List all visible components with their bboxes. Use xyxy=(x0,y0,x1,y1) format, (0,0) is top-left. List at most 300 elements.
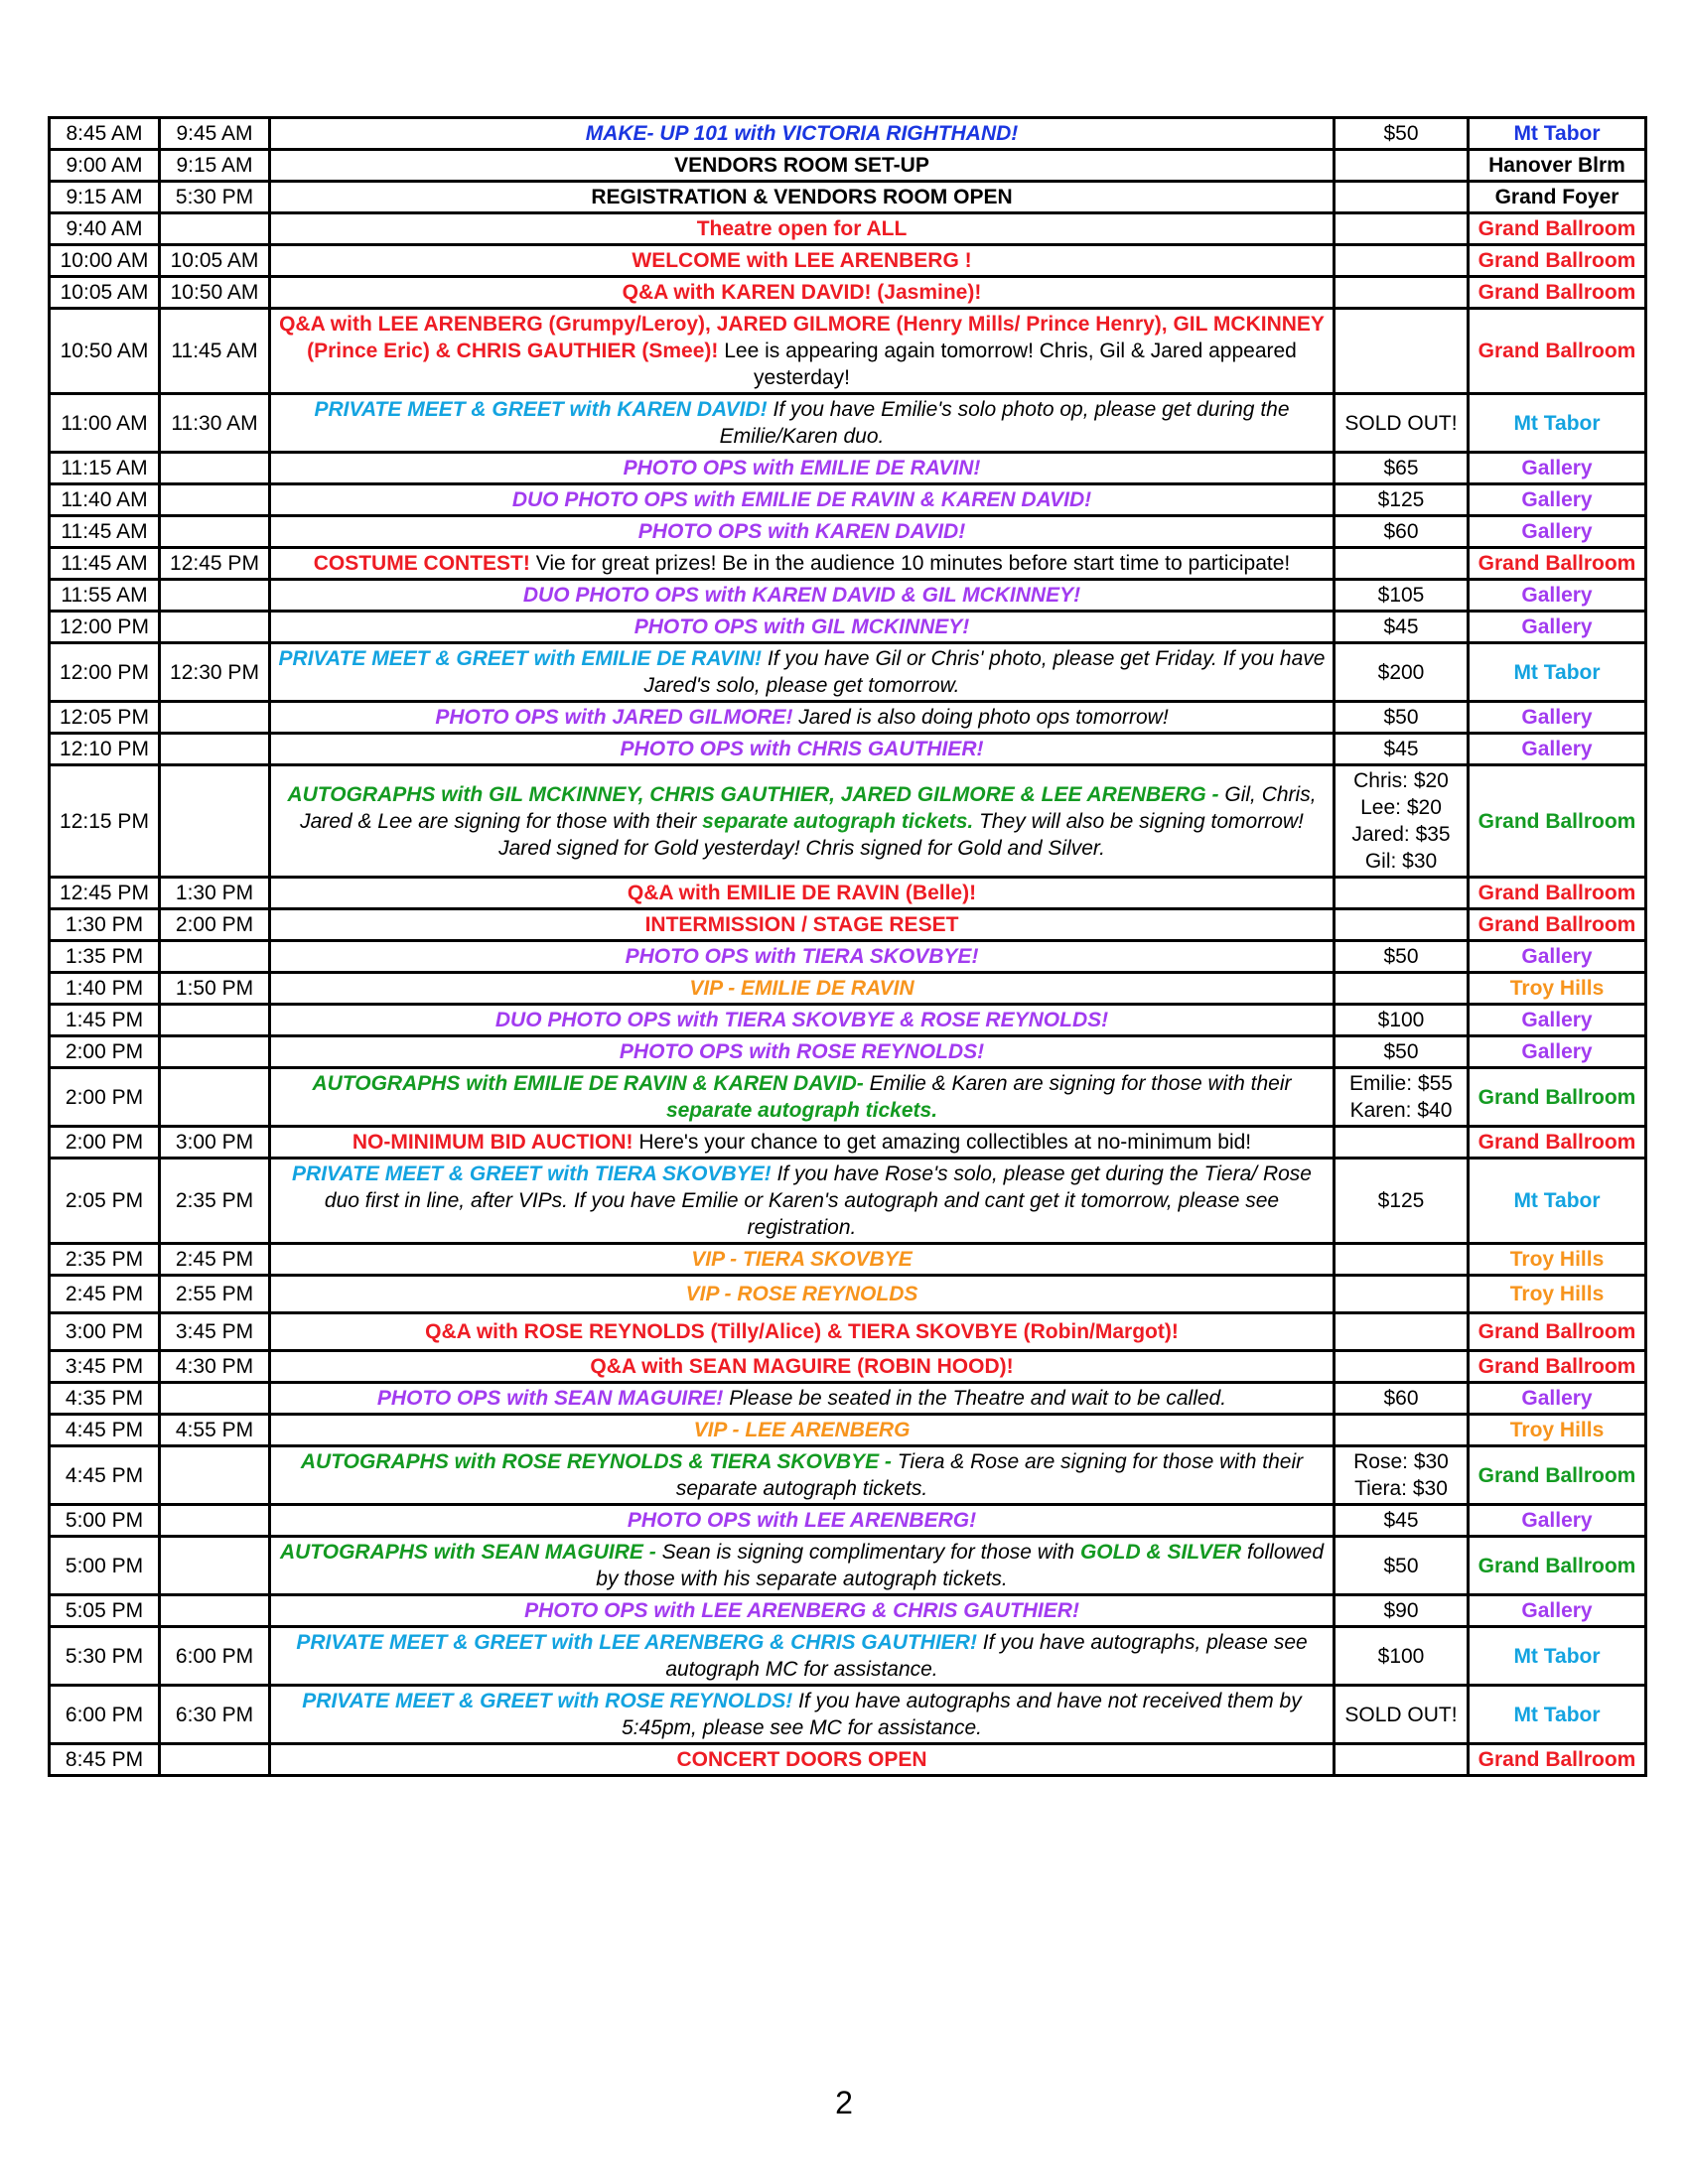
table-row xyxy=(50,1276,1646,1313)
location-cell: Grand Ballroom xyxy=(1469,1313,1646,1351)
table-row xyxy=(50,484,1646,516)
start-time-cell: 11:55 AM xyxy=(50,580,160,612)
price-cell xyxy=(1335,909,1469,941)
price-cell xyxy=(1335,213,1469,245)
end-time-cell xyxy=(160,1383,270,1415)
table-row xyxy=(50,909,1646,941)
price-cell xyxy=(1335,182,1469,213)
location-cell: Grand Ballroom xyxy=(1469,309,1646,394)
event-note: Tiera & Rose are signing for those with their separate autograph tickets. xyxy=(675,1450,1304,1500)
event-title: VIP - TIERA SKOVBYE xyxy=(691,1248,913,1271)
event-description-cell xyxy=(270,118,1335,150)
price-cell: $50 xyxy=(1335,1537,1469,1595)
event-note: GOLD & SILVER xyxy=(1079,1541,1242,1564)
start-time-cell: 2:35 PM xyxy=(50,1244,160,1276)
end-time-cell xyxy=(160,702,270,734)
end-time-cell: 6:00 PM xyxy=(160,1627,270,1686)
event-description-cell xyxy=(270,1244,1335,1276)
end-time-cell: 4:55 PM xyxy=(160,1415,270,1446)
end-time-cell: 4:30 PM xyxy=(160,1351,270,1383)
event-description-cell xyxy=(270,150,1335,182)
location-cell: Gallery xyxy=(1469,1005,1646,1036)
end-time-cell: 1:30 PM xyxy=(160,878,270,909)
event-description-cell xyxy=(270,453,1335,484)
start-time-cell: 2:00 PM xyxy=(50,1036,160,1068)
location-cell: Grand Ballroom xyxy=(1469,213,1646,245)
event-description-cell xyxy=(270,765,1335,878)
event-title: AUTOGRAPHS with GIL MCKINNEY, CHRIS GAUTHIER, JARED GILMORE & LEE ARENBERG - xyxy=(287,782,1219,806)
event-title: Q&A with SEAN MAGUIRE (ROBIN HOOD)! xyxy=(590,1355,1014,1378)
end-time-cell: 2:45 PM xyxy=(160,1244,270,1276)
end-time-cell xyxy=(160,612,270,643)
event-description-cell xyxy=(270,213,1335,245)
table-row xyxy=(50,1446,1646,1505)
table-row xyxy=(50,1005,1646,1036)
price-cell: $45 xyxy=(1335,612,1469,643)
end-time-cell: 3:00 PM xyxy=(160,1127,270,1159)
event-title: MAKE- UP 101 with VICTORIA RIGHTHAND! xyxy=(585,122,1019,145)
event-title: PHOTO OPS with JARED GILMORE! xyxy=(435,706,793,729)
event-note: Vie for great prizes! Be in the audience 10 minutes before start time to participate! xyxy=(529,552,1291,575)
table-row xyxy=(50,1537,1646,1595)
event-note: Please be seated in the Theatre and wait to be called. xyxy=(723,1387,1227,1410)
start-time-cell: 11:45 AM xyxy=(50,516,160,548)
price-cell: SOLD OUT! xyxy=(1335,1686,1469,1744)
location-cell: Grand Ballroom xyxy=(1469,1351,1646,1383)
location-cell: Gallery xyxy=(1469,1505,1646,1537)
start-time-cell: 2:05 PM xyxy=(50,1159,160,1244)
price-cell: $65 xyxy=(1335,453,1469,484)
start-time-cell: 11:00 AM xyxy=(50,394,160,453)
event-description-cell xyxy=(270,612,1335,643)
start-time-cell: 5:00 PM xyxy=(50,1505,160,1537)
price-cell xyxy=(1335,973,1469,1005)
location-cell: Grand Ballroom xyxy=(1469,277,1646,309)
event-description-cell xyxy=(270,580,1335,612)
location-cell: Gallery xyxy=(1469,1595,1646,1627)
event-title: Theatre open for ALL xyxy=(696,217,908,240)
event-description-cell xyxy=(270,1505,1335,1537)
event-description-cell xyxy=(270,909,1335,941)
event-title: Q&A with EMILIE DE RAVIN (Belle)! xyxy=(627,882,977,904)
start-time-cell: 12:10 PM xyxy=(50,734,160,765)
event-title: DUO PHOTO OPS with KAREN DAVID & GIL MCKINNEY! xyxy=(522,584,1081,607)
event-description-cell xyxy=(270,734,1335,765)
event-description-cell xyxy=(270,245,1335,277)
event-description-cell xyxy=(270,277,1335,309)
table-row xyxy=(50,1415,1646,1446)
table-row xyxy=(50,453,1646,484)
start-time-cell: 5:05 PM xyxy=(50,1595,160,1627)
price-cell: $50 xyxy=(1335,118,1469,150)
event-title: VIP - ROSE REYNOLDS xyxy=(685,1283,918,1305)
table-row xyxy=(50,765,1646,878)
price-cell xyxy=(1335,245,1469,277)
end-time-cell xyxy=(160,453,270,484)
event-note: If you have Gil or Chris' photo, please get Friday. If you have Jared's solo, please get tomorrow. xyxy=(643,647,1326,697)
location-cell: Grand Ballroom xyxy=(1469,1127,1646,1159)
event-note: Lee is appearing again tomorrow! Chris, Gil & Jared appeared yesterday! xyxy=(718,340,1297,389)
start-time-cell: 1:35 PM xyxy=(50,941,160,973)
event-title: REGISTRATION & VENDORS ROOM OPEN xyxy=(591,186,1013,208)
event-description-cell xyxy=(270,548,1335,580)
table-row xyxy=(50,548,1646,580)
price-cell xyxy=(1335,1127,1469,1159)
start-time-cell: 3:45 PM xyxy=(50,1351,160,1383)
event-title: VENDORS ROOM SET-UP xyxy=(674,154,929,177)
start-time-cell: 4:45 PM xyxy=(50,1446,160,1505)
start-time-cell: 9:40 AM xyxy=(50,213,160,245)
event-description-cell xyxy=(270,1537,1335,1595)
location-cell: Gallery xyxy=(1469,612,1646,643)
start-time-cell: 12:00 PM xyxy=(50,612,160,643)
event-title: Q&A with LEE ARENBERG (Grumpy/Leroy), JARED GILMORE (Henry Mills/ Prince Henry), GIL MCKINNEY (Prince Eric) & CHRIS GAUTHIER (Smee)! xyxy=(279,313,1325,362)
table-row xyxy=(50,612,1646,643)
event-title: Q&A with ROSE REYNOLDS (Tilly/Alice) & TIERA SKOVBYE (Robin/Margot)! xyxy=(425,1320,1179,1343)
start-time-cell: 1:45 PM xyxy=(50,1005,160,1036)
end-time-cell xyxy=(160,1537,270,1595)
location-cell: Grand Ballroom xyxy=(1469,1446,1646,1505)
event-title: PHOTO OPS with ROSE REYNOLDS! xyxy=(619,1040,985,1063)
event-description-cell xyxy=(270,1005,1335,1036)
table-row xyxy=(50,1127,1646,1159)
table-row xyxy=(50,1505,1646,1537)
table-row xyxy=(50,1351,1646,1383)
event-description-cell xyxy=(270,878,1335,909)
event-title: PRIVATE MEET & GREET with ROSE REYNOLDS! xyxy=(302,1690,793,1712)
end-time-cell: 2:55 PM xyxy=(160,1276,270,1313)
table-row xyxy=(50,1244,1646,1276)
end-time-cell xyxy=(160,765,270,878)
end-time-cell: 9:15 AM xyxy=(160,150,270,182)
price-cell: $50 xyxy=(1335,941,1469,973)
event-title: CONCERT DOORS OPEN xyxy=(676,1747,927,1771)
event-description-cell xyxy=(270,643,1335,702)
table-row xyxy=(50,213,1646,245)
schedule-body xyxy=(50,118,1646,1776)
end-time-cell: 12:30 PM xyxy=(160,643,270,702)
location-cell: Grand Ballroom xyxy=(1469,548,1646,580)
start-time-cell: 11:15 AM xyxy=(50,453,160,484)
event-description-cell xyxy=(270,1415,1335,1446)
location-cell: Hanover Blrm xyxy=(1469,150,1646,182)
start-time-cell: 2:45 PM xyxy=(50,1276,160,1313)
table-row xyxy=(50,516,1646,548)
table-row xyxy=(50,277,1646,309)
table-row xyxy=(50,941,1646,973)
end-time-cell: 5:30 PM xyxy=(160,182,270,213)
price-cell: $50 xyxy=(1335,702,1469,734)
event-title: PHOTO OPS with LEE ARENBERG! xyxy=(627,1509,977,1532)
end-time-cell: 10:50 AM xyxy=(160,277,270,309)
event-description-cell xyxy=(270,1276,1335,1313)
end-time-cell xyxy=(160,1068,270,1127)
end-time-cell xyxy=(160,213,270,245)
end-time-cell xyxy=(160,1595,270,1627)
location-cell: Mt Tabor xyxy=(1469,1159,1646,1244)
table-row xyxy=(50,580,1646,612)
event-description-cell xyxy=(270,941,1335,973)
event-description-cell xyxy=(270,973,1335,1005)
price-cell: $200 xyxy=(1335,643,1469,702)
event-note: If you have Emilie's solo photo op, please get during the Emilie/Karen duo. xyxy=(719,398,1290,448)
table-row xyxy=(50,973,1646,1005)
location-cell: Gallery xyxy=(1469,453,1646,484)
event-note: separate autograph tickets. xyxy=(665,1099,938,1122)
price-cell xyxy=(1335,1351,1469,1383)
event-title: PRIVATE MEET & GREET with LEE ARENBERG & CHRIS GAUTHIER! xyxy=(296,1631,977,1654)
event-title: PHOTO OPS with TIERA SKOVBYE! xyxy=(625,945,979,968)
start-time-cell: 9:00 AM xyxy=(50,150,160,182)
location-cell: Mt Tabor xyxy=(1469,118,1646,150)
event-description-cell xyxy=(270,1595,1335,1627)
event-description-cell xyxy=(270,1036,1335,1068)
table-row xyxy=(50,118,1646,150)
table-row xyxy=(50,1068,1646,1127)
event-title: Q&A with KAREN DAVID! (Jasmine)! xyxy=(622,281,982,304)
start-time-cell: 12:15 PM xyxy=(50,765,160,878)
table-row xyxy=(50,309,1646,394)
event-title: INTERMISSION / STAGE RESET xyxy=(644,913,959,936)
start-time-cell: 10:00 AM xyxy=(50,245,160,277)
start-time-cell: 5:30 PM xyxy=(50,1627,160,1686)
location-cell: Gallery xyxy=(1469,580,1646,612)
price-cell: $125 xyxy=(1335,484,1469,516)
end-time-cell xyxy=(160,941,270,973)
event-title: AUTOGRAPHS with EMILIE DE RAVIN & KAREN DAVID- xyxy=(312,1072,864,1095)
price-cell xyxy=(1335,277,1469,309)
location-cell: Grand Ballroom xyxy=(1469,909,1646,941)
end-time-cell xyxy=(160,484,270,516)
event-description-cell xyxy=(270,309,1335,394)
event-title: AUTOGRAPHS with SEAN MAGUIRE - xyxy=(279,1541,656,1564)
event-title: DUO PHOTO OPS with TIERA SKOVBYE & ROSE REYNOLDS! xyxy=(494,1009,1109,1031)
start-time-cell: 12:45 PM xyxy=(50,878,160,909)
table-row xyxy=(50,1159,1646,1244)
price-cell xyxy=(1335,1415,1469,1446)
start-time-cell: 3:00 PM xyxy=(50,1313,160,1351)
event-description-cell xyxy=(270,1313,1335,1351)
table-row xyxy=(50,1686,1646,1744)
location-cell: Troy Hills xyxy=(1469,973,1646,1005)
table-row xyxy=(50,245,1646,277)
location-cell: Grand Ballroom xyxy=(1469,1537,1646,1595)
start-time-cell: 12:00 PM xyxy=(50,643,160,702)
price-cell: $90 xyxy=(1335,1595,1469,1627)
table-row xyxy=(50,643,1646,702)
event-title: NO-MINIMUM BID AUCTION! xyxy=(352,1131,633,1154)
event-note: Here's your chance to get amazing collectibles at no-minimum bid! xyxy=(633,1131,1252,1154)
event-description-cell xyxy=(270,394,1335,453)
event-description-cell xyxy=(270,1127,1335,1159)
end-time-cell: 2:00 PM xyxy=(160,909,270,941)
price-cell: $105 xyxy=(1335,580,1469,612)
start-time-cell: 4:35 PM xyxy=(50,1383,160,1415)
price-cell: Rose: $30 Tiera: $30 xyxy=(1335,1446,1469,1505)
price-cell xyxy=(1335,1313,1469,1351)
table-row xyxy=(50,1627,1646,1686)
event-title: PRIVATE MEET & GREET with KAREN DAVID! xyxy=(314,398,768,421)
event-description-cell xyxy=(270,516,1335,548)
event-title: PHOTO OPS with SEAN MAGUIRE! xyxy=(376,1387,724,1410)
start-time-cell: 5:00 PM xyxy=(50,1537,160,1595)
event-note: They will also be signing tomorrow! Jared signed for Gold yesterday! Chris signed for Gold and Silver. xyxy=(498,809,1304,860)
event-title: WELCOME with LEE ARENBERG ! xyxy=(632,249,972,272)
location-cell: Gallery xyxy=(1469,702,1646,734)
location-cell: Gallery xyxy=(1469,1036,1646,1068)
event-note: If you have Rose's solo, please get during the Tiera/ Rose duo first in line, after VIPs. If you have Emilie or Karen's autograph and cant get it tomorrow, please see registration. xyxy=(324,1162,1312,1239)
event-description-cell xyxy=(270,484,1335,516)
location-cell: Mt Tabor xyxy=(1469,1686,1646,1744)
event-description-cell xyxy=(270,702,1335,734)
event-title: PRIVATE MEET & GREET with EMILIE DE RAVIN! xyxy=(278,647,763,670)
table-row xyxy=(50,182,1646,213)
start-time-cell: 10:50 AM xyxy=(50,309,160,394)
location-cell: Grand Ballroom xyxy=(1469,245,1646,277)
location-cell: Gallery xyxy=(1469,941,1646,973)
table-row xyxy=(50,1036,1646,1068)
event-title: PRIVATE MEET & GREET with TIERA SKOVBYE! xyxy=(292,1162,772,1185)
table-row xyxy=(50,1595,1646,1627)
event-title: PHOTO OPS with CHRIS GAUTHIER! xyxy=(620,738,984,760)
price-cell xyxy=(1335,1244,1469,1276)
location-cell: Troy Hills xyxy=(1469,1415,1646,1446)
table-row xyxy=(50,394,1646,453)
start-time-cell: 11:40 AM xyxy=(50,484,160,516)
event-description-cell xyxy=(270,182,1335,213)
price-cell: $60 xyxy=(1335,1383,1469,1415)
location-cell: Troy Hills xyxy=(1469,1276,1646,1313)
end-time-cell: 11:30 AM xyxy=(160,394,270,453)
price-cell: $100 xyxy=(1335,1005,1469,1036)
table-row xyxy=(50,150,1646,182)
event-note: Emilie & Karen are signing for those with their xyxy=(863,1072,1292,1095)
start-time-cell: 4:45 PM xyxy=(50,1415,160,1446)
end-time-cell xyxy=(160,1744,270,1776)
start-time-cell: 10:05 AM xyxy=(50,277,160,309)
price-cell xyxy=(1335,1744,1469,1776)
end-time-cell xyxy=(160,1505,270,1537)
price-cell: $125 xyxy=(1335,1159,1469,1244)
event-note: If you have autographs and have not received them by 5:45pm, please see MC for assistance. xyxy=(621,1690,1302,1739)
price-cell xyxy=(1335,150,1469,182)
event-description-cell xyxy=(270,1351,1335,1383)
event-description-cell xyxy=(270,1159,1335,1244)
price-cell xyxy=(1335,309,1469,394)
start-time-cell: 6:00 PM xyxy=(50,1686,160,1744)
price-cell: $60 xyxy=(1335,516,1469,548)
end-time-cell xyxy=(160,1446,270,1505)
start-time-cell: 11:45 AM xyxy=(50,548,160,580)
location-cell: Grand Ballroom xyxy=(1469,1068,1646,1127)
price-cell: $50 xyxy=(1335,1036,1469,1068)
end-time-cell xyxy=(160,734,270,765)
event-title: PHOTO OPS with GIL MCKINNEY! xyxy=(633,614,970,638)
event-description-cell xyxy=(270,1068,1335,1127)
price-cell xyxy=(1335,878,1469,909)
start-time-cell: 1:40 PM xyxy=(50,973,160,1005)
price-cell: Chris: $20 Lee: $20 Jared: $35 Gil: $30 xyxy=(1335,765,1469,878)
location-cell: Grand Foyer xyxy=(1469,182,1646,213)
page-number: 2 xyxy=(835,2085,853,2120)
event-description-cell xyxy=(270,1744,1335,1776)
location-cell: Gallery xyxy=(1469,1383,1646,1415)
end-time-cell: 11:45 AM xyxy=(160,309,270,394)
event-description-cell xyxy=(270,1446,1335,1505)
end-time-cell: 2:35 PM xyxy=(160,1159,270,1244)
end-time-cell xyxy=(160,1036,270,1068)
event-description-cell xyxy=(270,1627,1335,1686)
start-time-cell: 12:05 PM xyxy=(50,702,160,734)
start-time-cell: 8:45 AM xyxy=(50,118,160,150)
table-row xyxy=(50,878,1646,909)
start-time-cell: 2:00 PM xyxy=(50,1127,160,1159)
table-row xyxy=(50,1744,1646,1776)
table-row xyxy=(50,1313,1646,1351)
event-note: Gil, Chris, Jared & Lee are signing for those with their xyxy=(300,782,1317,833)
location-cell: Troy Hills xyxy=(1469,1244,1646,1276)
price-cell xyxy=(1335,548,1469,580)
end-time-cell xyxy=(160,516,270,548)
end-time-cell xyxy=(160,1005,270,1036)
schedule-table xyxy=(48,116,1647,1777)
end-time-cell: 3:45 PM xyxy=(160,1313,270,1351)
event-title: COSTUME CONTEST! xyxy=(313,552,530,575)
event-title: AUTOGRAPHS with ROSE REYNOLDS & TIERA SKOVBYE - xyxy=(300,1450,892,1473)
end-time-cell: 6:30 PM xyxy=(160,1686,270,1744)
event-note: Sean is signing complimentary for those with xyxy=(655,1541,1080,1564)
end-time-cell: 10:05 AM xyxy=(160,245,270,277)
event-note: followed by those with his separate autograph tickets. xyxy=(596,1541,1325,1590)
price-cell: SOLD OUT! xyxy=(1335,394,1469,453)
event-note: separate autograph tickets. xyxy=(702,809,974,833)
event-title: VIP - LEE ARENBERG xyxy=(693,1419,911,1441)
event-note: If you have autographs, please see autograph MC for assistance. xyxy=(665,1631,1308,1681)
start-time-cell: 8:45 PM xyxy=(50,1744,160,1776)
location-cell: Grand Ballroom xyxy=(1469,878,1646,909)
start-time-cell: 9:15 AM xyxy=(50,182,160,213)
price-cell: Emilie: $55 Karen: $40 xyxy=(1335,1068,1469,1127)
table-row xyxy=(50,1383,1646,1415)
end-time-cell: 12:45 PM xyxy=(160,548,270,580)
event-title: PHOTO OPS with EMILIE DE RAVIN! xyxy=(623,457,981,479)
location-cell: Mt Tabor xyxy=(1469,394,1646,453)
event-title: VIP - EMILIE DE RAVIN xyxy=(689,977,914,1000)
event-description-cell xyxy=(270,1686,1335,1744)
price-cell xyxy=(1335,1276,1469,1313)
event-title: PHOTO OPS with KAREN DAVID! xyxy=(637,520,966,543)
event-note: Jared is also doing photo ops tomorrow! xyxy=(792,706,1169,729)
location-cell: Gallery xyxy=(1469,734,1646,765)
price-cell: $100 xyxy=(1335,1627,1469,1686)
table-row xyxy=(50,734,1646,765)
location-cell: Grand Ballroom xyxy=(1469,765,1646,878)
event-title: DUO PHOTO OPS with EMILIE DE RAVIN & KAREN DAVID! xyxy=(511,488,1092,511)
table-row xyxy=(50,702,1646,734)
end-time-cell: 9:45 AM xyxy=(160,118,270,150)
location-cell: Gallery xyxy=(1469,484,1646,516)
end-time-cell: 1:50 PM xyxy=(160,973,270,1005)
price-cell: $45 xyxy=(1335,734,1469,765)
location-cell: Grand Ballroom xyxy=(1469,1744,1646,1776)
start-time-cell: 1:30 PM xyxy=(50,909,160,941)
end-time-cell xyxy=(160,580,270,612)
event-title: PHOTO OPS with LEE ARENBERG & CHRIS GAUTHIER! xyxy=(524,1599,1079,1622)
location-cell: Mt Tabor xyxy=(1469,643,1646,702)
start-time-cell: 2:00 PM xyxy=(50,1068,160,1127)
event-description-cell xyxy=(270,1383,1335,1415)
price-cell: $45 xyxy=(1335,1505,1469,1537)
